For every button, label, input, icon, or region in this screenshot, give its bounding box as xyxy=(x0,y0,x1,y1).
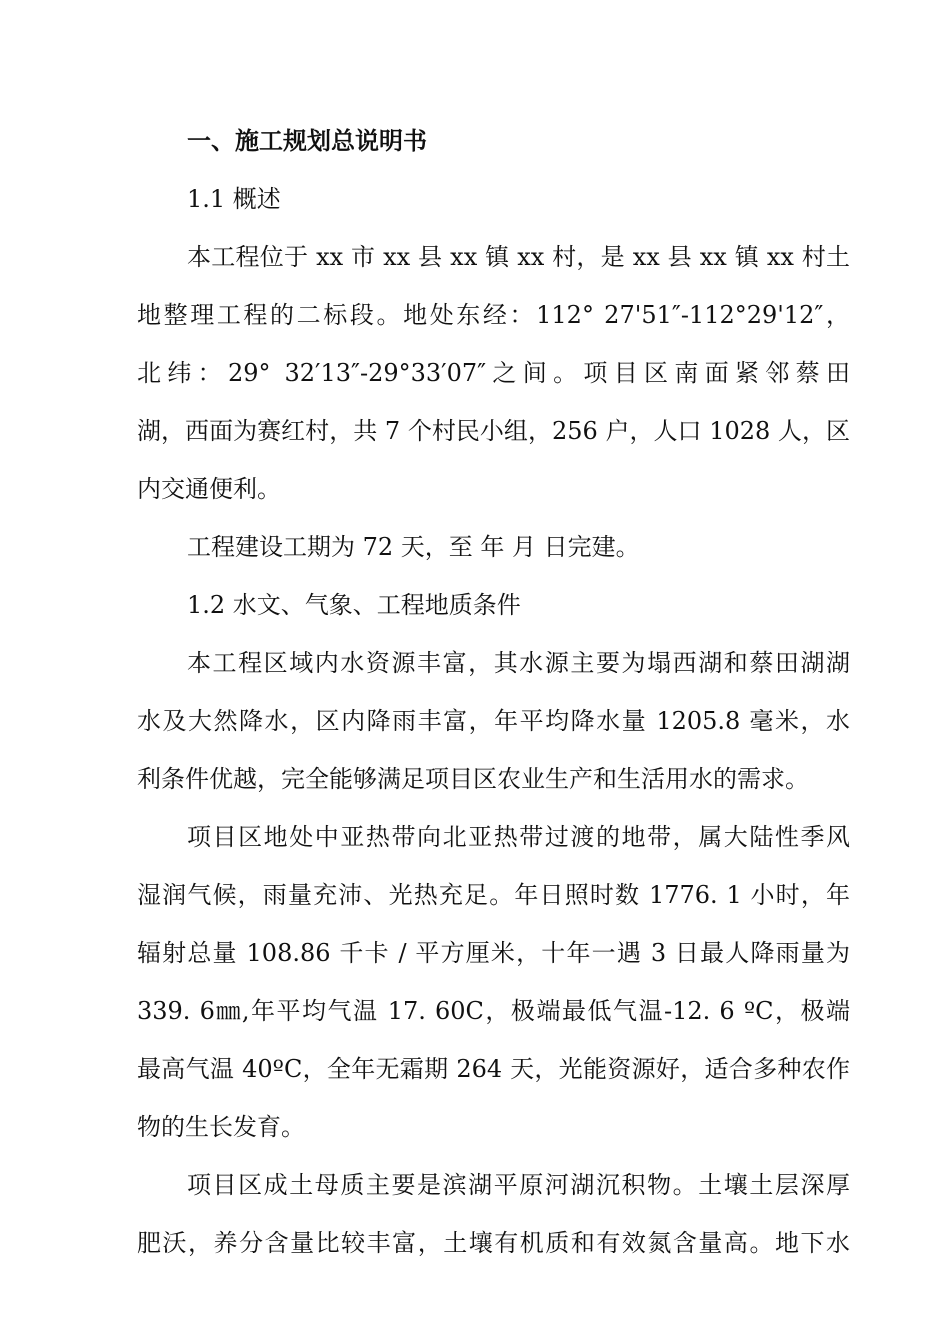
document-title: 一、施工规划总说明书 xyxy=(187,127,427,155)
paragraph-line: 339. 6㎜,年平均气温 17. 60C，极端最低气温-12. 6 ºC，极端 xyxy=(137,997,850,1025)
paragraph-line: 辐射总量 108.86 千卡 / 平方厘米，十年一遇 3 日最人降雨量为 xyxy=(137,939,850,967)
paragraph-line: 湿润气候，雨量充沛、光热充足。年日照时数 1776. 1 小时，年 xyxy=(137,881,850,909)
document-body xyxy=(137,112,850,1272)
section-heading-1-1: 1.1 概述 xyxy=(187,185,281,213)
paragraph-line: 最高气温 40ºC，全年无霜期 264 天，光能资源好，适合多种农作 xyxy=(137,1055,850,1083)
paragraph-line: 工程建设工期为 72 天，至 年 月 日完建。 xyxy=(187,533,640,561)
paragraph-line: 内交通便利。 xyxy=(137,475,281,503)
paragraph-overview xyxy=(137,228,850,518)
paragraph-soil xyxy=(137,1156,850,1272)
paragraph-schedule xyxy=(137,518,850,576)
paragraph-line: 项目区地处中亚热带向北亚热带过渡的地带，属大陆性季风 xyxy=(187,823,850,851)
paragraph-line: 物的生长发育。 xyxy=(137,1113,305,1141)
paragraph-line: 湖，西面为赛红村，共 7 个村民小组，256 户，人口 1028 人，区 xyxy=(137,417,850,445)
paragraph-climate xyxy=(137,808,850,1156)
paragraph-line: 利条件优越，完全能够满足项目区农业生产和生活用水的需求。 xyxy=(137,765,809,793)
paragraph-line: 肥沃，养分含量比较丰富，土壤有机质和有效氮含量高。地下水 xyxy=(137,1229,850,1257)
paragraph-line: 本工程区域内水资源丰富，其水源主要为塌西湖和蔡田湖湖 xyxy=(187,649,850,677)
paragraph-line: 北纬：29° 32′13″-29°33′07″之间。项目区南面紧邻蔡田 xyxy=(137,359,850,387)
paragraph-line: 水及大然降水，区内降雨丰富，年平均降水量 1205.8 毫米，水 xyxy=(137,707,850,735)
paragraph-line: 本工程位于 xx 市 xx 县 xx 镇 xx 村，是 xx 县 xx 镇 xx 村土 xyxy=(187,243,850,271)
section-heading-1-2: 1.2 水文、气象、工程地质条件 xyxy=(187,591,521,619)
paragraph-water-resources xyxy=(137,634,850,808)
paragraph-line: 地整理工程的二标段。地处东经：112° 27'51″-112°29'12″， xyxy=(137,301,850,329)
paragraph-line: 项目区成土母质主要是滨湖平原河湖沉积物。土壤土层深厚 xyxy=(187,1171,850,1199)
